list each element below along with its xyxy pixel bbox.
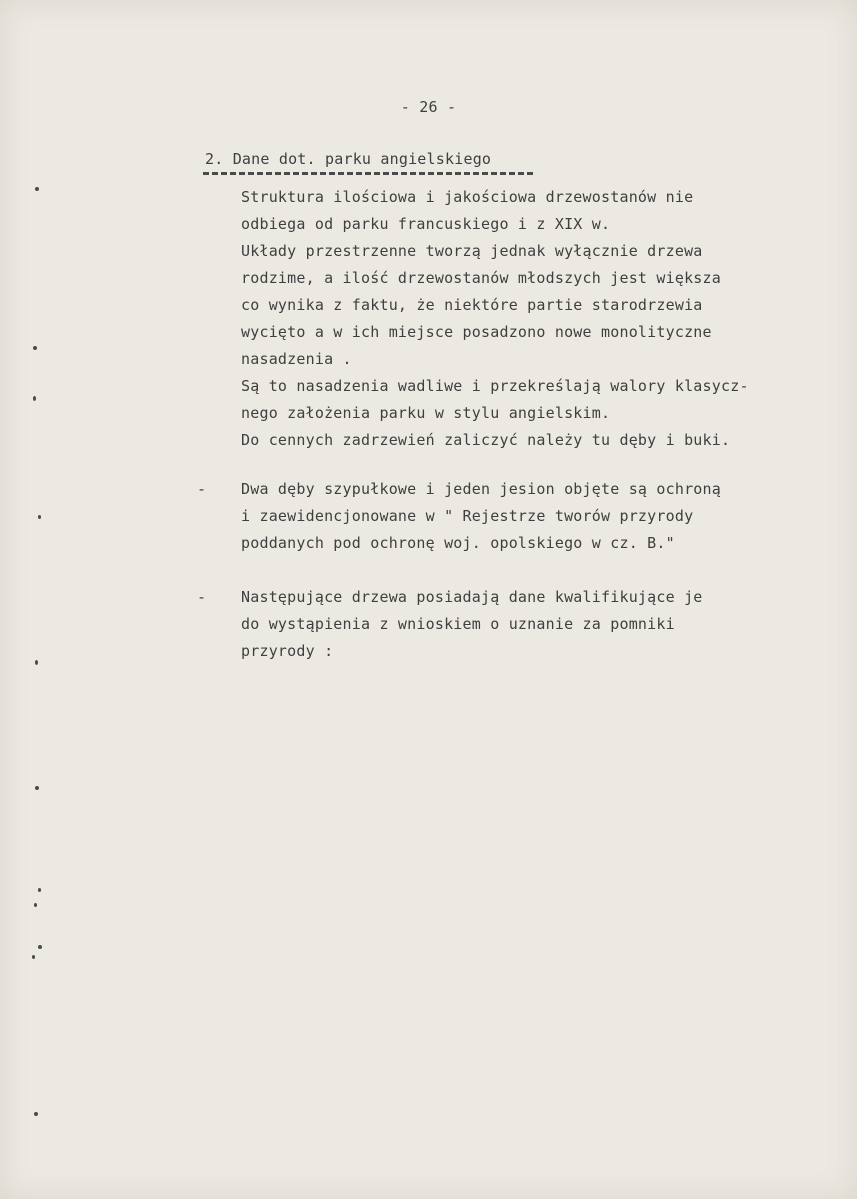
paragraph-line: wycięto a w ich miejsce posadzono nowe monolityczne [241, 323, 712, 341]
ink-speck [33, 346, 37, 350]
paragraph-line: Do cennych zadrzewień zaliczyć należy tu dęby i buki. [241, 431, 731, 449]
paragraph-line: rodzime, a ilość drzewostanów młodszych jest większa [241, 269, 721, 287]
paragraph-line: Układy przestrzenne tworzą jednak wyłącznie drzewa [241, 242, 703, 260]
paragraph [241, 184, 749, 454]
bullet-line: do wystąpienia z wnioskiem o uznanie za pomniki [241, 615, 675, 633]
ink-speck [35, 187, 39, 191]
bullet-dash: - [197, 480, 207, 498]
bullet-line: przyrody : [241, 642, 334, 660]
ink-speck [35, 786, 39, 790]
bullet-line: Następujące drzewa posiadają dane kwalifikujące je [241, 588, 703, 606]
bullet-text [241, 476, 721, 557]
paragraph-line: nego założenia parku w stylu angielskim. [241, 404, 611, 422]
paragraph-line: Struktura ilościowa i jakościowa drzewostanów nie [241, 188, 694, 206]
paragraph-line: nasadzenia . [241, 350, 352, 368]
paragraph-line: Są to nasadzenia wadliwe i przekreślają walory klasycz- [241, 377, 749, 395]
ink-speck [35, 660, 38, 665]
paragraph-line: odbiega od parku francuskiego i z XIX w. [241, 215, 611, 233]
bullet-text [241, 584, 703, 665]
paragraph-line: co wynika z faktu, że niektóre partie starodrzewia [241, 296, 703, 314]
bullet-line: i zaewidencjonowane w " Rejestrze tworów przyrody [241, 507, 694, 525]
bullet-line: Dwa dęby szypułkowe i jeden jesion objęte są ochroną [241, 480, 721, 498]
heading-underline [203, 172, 533, 175]
bullet-line: poddanych pod ochronę woj. opolskiego w cz. B." [241, 534, 675, 552]
ink-speck [33, 396, 36, 401]
bullet-dash: - [197, 588, 207, 606]
ink-speck [32, 955, 35, 959]
ink-speck [38, 888, 41, 892]
ink-speck [38, 515, 41, 519]
ink-speck [34, 1112, 38, 1116]
section-heading: 2. Dane dot. parku angielskiego [205, 150, 492, 168]
ink-speck [38, 945, 42, 949]
ink-speck [34, 903, 37, 907]
page-number: - 26 - [400, 98, 457, 116]
